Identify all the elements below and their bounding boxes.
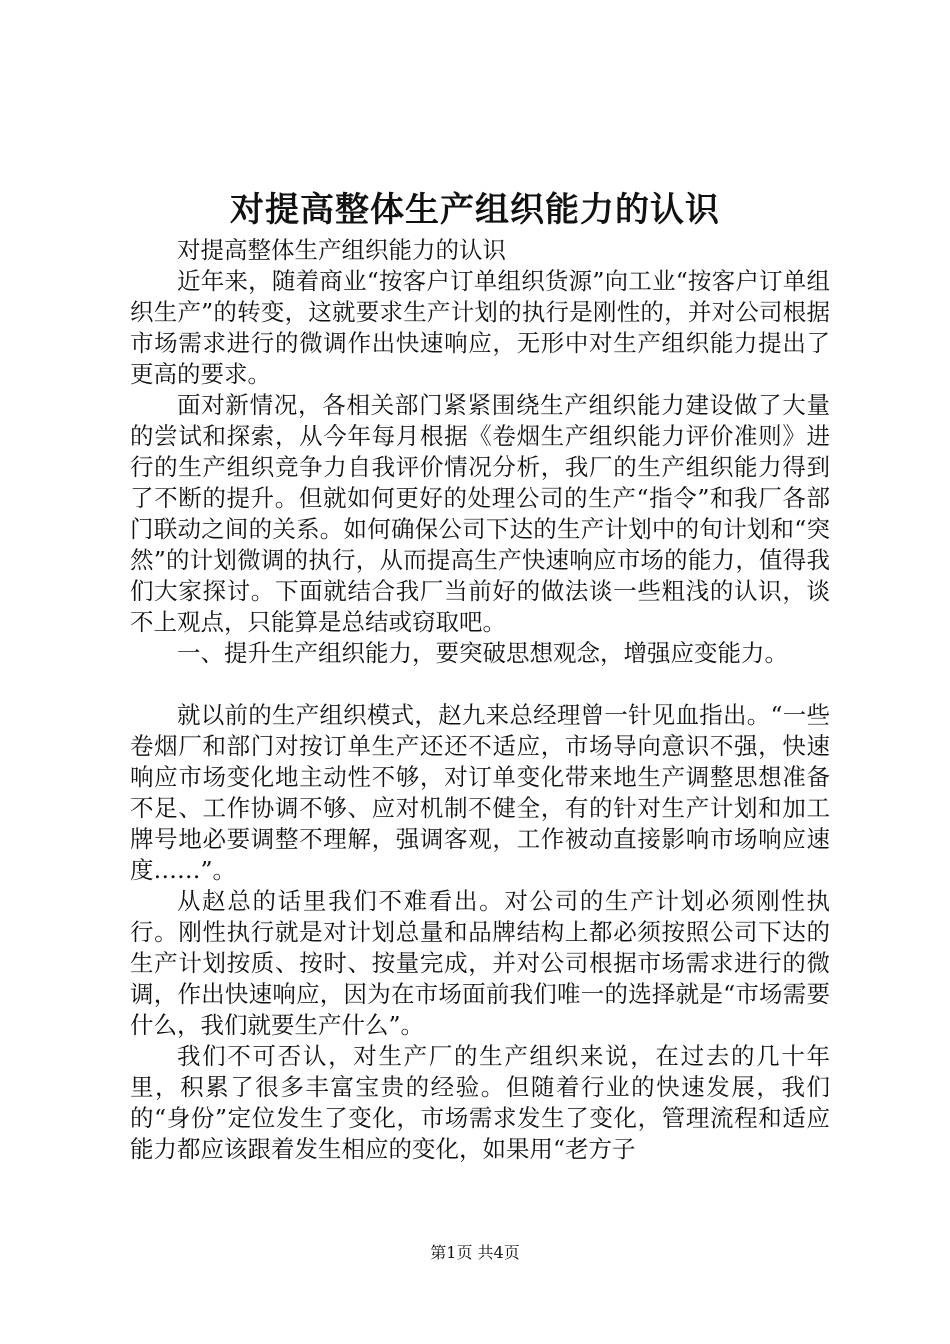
document-title: 对提高整体生产组织能力的认识 [230,190,720,230]
paragraph-experience: 我们不可否认，对生产厂的生产组织来说，在过去的几十年里，积累了很多丰富宝贵的经验。但随着行业的快速发展，我们的“身份”定位发生了变化，市场需求发生了变化，管理流程和适应能力都应该跟着发生相应的变化，如果用“老方子 [130,1042,830,1163]
page-footer: 第1页 共4页 [430,1243,520,1262]
section-heading-1: 一、提升生产组织能力，要突破思想观念，增强应变能力。 [177,639,788,667]
paragraph-new-situation: 面对新情况，各相关部门紧紧围绕生产组织能力建设做了大量的尝试和探索，从今年每月根据《卷烟生产组织能力评价准则》进行的生产组织竞争力自我评价情况分析，我厂的生产组织能力得到了不断的提升。但就如何更好的处理公司的生产“指令”和我厂各部门联动之间的关系。如何确保公司下达的生产计划中的旬计划和“突然”的计划微调的执行，从而提高生产快速响应市场的能力，值得我们大家探讨。下面就结合我厂当前好的做法谈一些粗浅的认识，谈不上观点，只能算是总结或窃取吧。 [130,391,830,636]
paragraph-rigid-execution: 从赵总的话里我们不难看出。对公司的生产计划必须刚性执行。刚性执行就是对计划总量和品牌结构上都必须按照公司下达的生产计划按质、按时、按量完成，并对公司根据市场需求进行的微调，作出快速响应，因为在市场面前我们唯一的选择就是“市场需要什么，我们就要生产什么”。 [130,887,830,1039]
document-body [130,235,830,1165]
paragraph-intro: 近年来，随着商业“按客户订单组织货源”向工业“按客户订单组织生产”的转变，这就要求生产计划的执行是刚性的，并对公司根据市场需求进行的微调作出快速响应，无形中对生产组织能力提出了更高的要求。 [130,267,830,388]
paragraph-subtitle: 对提高整体生产组织能力的认识 [177,236,506,264]
paragraph-quote: 就以前的生产组织模式，赵九来总经理曾一针见血指出。“一些卷烟厂和部门对按订单生产还还不适应，市场导向意识不强，快速响应市场变化地主动性不够，对订单变化带来地生产调整思想准备不足、工作协调不够、应对机制不健全，有的针对生产计划和加工牌号地必要调整不理解，强调客观，工作被动直接影响市场响应速度……”。 [130,701,830,884]
